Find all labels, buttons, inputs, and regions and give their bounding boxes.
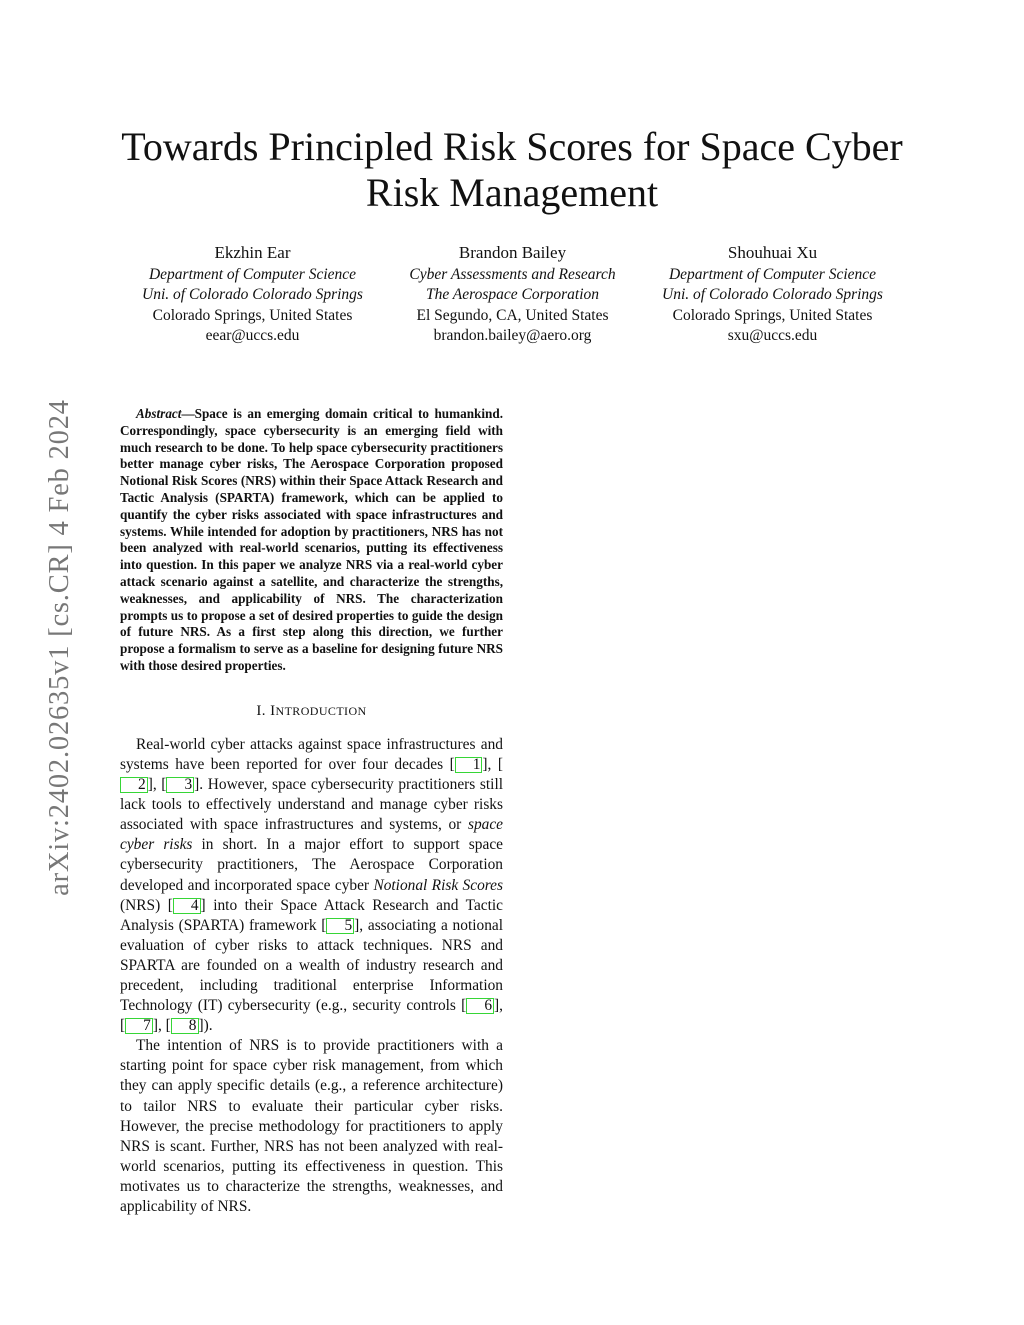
text-run: . However, space cybersecurity practitioners still lack tools to effectively understand and manage cyber risks associated with space infrastructures and systems, or [120,776,503,834]
author-email[interactable]: eear@uccs.edu [205,327,300,344]
abstract-label: Abstract [136,406,182,421]
author-name: Shouhuai Xu [727,243,818,262]
text-run: ). [203,1017,213,1035]
emphasis: space cyber risks [120,816,503,854]
section-numeral: I. [256,702,266,719]
author-organization: Uni. of Colorado Colorado Springs [142,286,363,303]
text-run: into their Space Attack Research and Tactic Analysis (SPARTA) framework [120,896,503,934]
author-1 [120,243,385,347]
author-department: Cyber Assessments and Research [409,265,616,283]
section-heading-introduction [120,701,503,721]
text-run: , associating a notional evaluation of cyber risks to attack techniques. NRS and SPARTA are founded on a wealth of industry research and precedent, including traditional enterprise Information Technology (IT) cybersecurity (e.g., security controls [120,916,503,1015]
citation-link[interactable]: 7 [125,1018,153,1034]
abstract-dash: — [181,406,195,421]
citation-link[interactable]: 6 [466,998,494,1014]
author-department: Department of Computer Science [668,265,877,283]
citation-link[interactable]: 1 [455,757,483,773]
author-department: Department of Computer Science [148,265,357,283]
citation-link[interactable]: 4 [173,898,201,914]
citation-link[interactable]: 2 [120,777,148,793]
author-name: Ekzhin Ear [214,243,291,262]
author-2 [380,243,645,347]
section-title-cap: I [270,702,276,719]
abstract [120,406,503,675]
author-name: Brandon Bailey [458,243,567,262]
paper-title: Towards Principled Risk Scores for Space Cyber Risk Management [121,124,903,215]
intro-paragraph-2: The intention of NRS is to provide practitioners with a starting point for space cyber risk management, from which they can apply specific details (e.g., a reference architecture) to tailor NRS to evaluate their particular cyber risks. However, the precise methodology for practitioners to apply NRS is scant. Further, NRS has not been analyzed with real-world scenarios, putting its effectiveness in question. This motivates us to characterize the strengths, weaknesses, and applicability of NRS. [120,1037,503,1215]
author-location: Colorado Springs, United States [672,306,873,324]
text-run: (NRS) [120,896,168,914]
author-location: Colorado Springs, United States [152,306,353,324]
section-title-rest: NTRODUCTION [275,703,367,718]
text-run: in short. In a major effort to support space cybersecurity practitioners, The Aerospace Corporation developed and incorporated space cyber [120,836,503,894]
abstract-text: Space is an emerging domain critical to humankind. Correspondingly, space cybersecurity is an emerging field with much research to be done. To help space cybersecurity practitioners better manage cyber risks, The Aerospace Corporation proposed Notional Risk Scores (NRS) within their Space Attack Research and Tactic Analysis (SPARTA) framework, which can be applied to quantify the cyber risks associated with space infrastructures and systems. While intended for adoption by practitioners, NRS has not been analyzed with real-world scenarios, putting its effectiveness into question. In this paper we analyze NRS via a real-world cyber attack scenario against a satellite, and characterize the strengths, weaknesses, and applicability of NRS. The characterization prompts us to propose a set of desired properties to guide the design of future NRS. As a first step along this direction, we further propose a formalism to serve as a baseline for designing future NRS with those desired properties. [120,406,503,673]
author-email[interactable]: sxu@uccs.edu [727,327,818,344]
text-run: Real-world cyber attacks against space infrastructures and systems have been reported for over four decades [120,735,503,773]
author-organization: The Aerospace Corporation [425,286,600,303]
citation-link[interactable]: 8 [171,1018,199,1034]
arxiv-identifier: arXiv:2402.02635v1 [cs.CR] 4 Feb 2024 [44,399,75,896]
left-column [120,406,503,1217]
author-organization: Uni. of Colorado Colorado Springs [662,286,883,303]
author-location: El Segundo, CA, United States [416,306,609,324]
author-email[interactable]: brandon.bailey@aero.org [433,327,592,344]
citation-link[interactable]: 3 [166,777,194,793]
author-3 [640,243,905,347]
emphasis: Notional Risk Scores [373,876,504,894]
intro-paragraph-1: Real-world cyber attacks against space infrastructures and systems have been reported for over four decades [ 1 ], [2 ], [ 3 ]. However, space cybersecurity practitioners still lack tools to effectively understand and manage cyber risks associated with space infrastructures and systems, or space cyber risks in short. In a major effort to support space cybersecurity practitioners, The Aerospace Corporation developed and incorporated space cyber Notional Risk Scores (NRS) [ 4 ] into their Space Attack Research and Tactic Analysis (SPARTA) framework [ 5 ], associating a notional evaluation of cyber risks to attack techniques. NRS and SPARTA are founded on a wealth of industry research and precedent, including traditional enterprise Information Technology (IT) cybersecurity (e.g., security controls [ 6 ], [ 7 ], [ 8 ]). [120,735,504,1035]
citation-link[interactable]: 5 [326,918,354,934]
